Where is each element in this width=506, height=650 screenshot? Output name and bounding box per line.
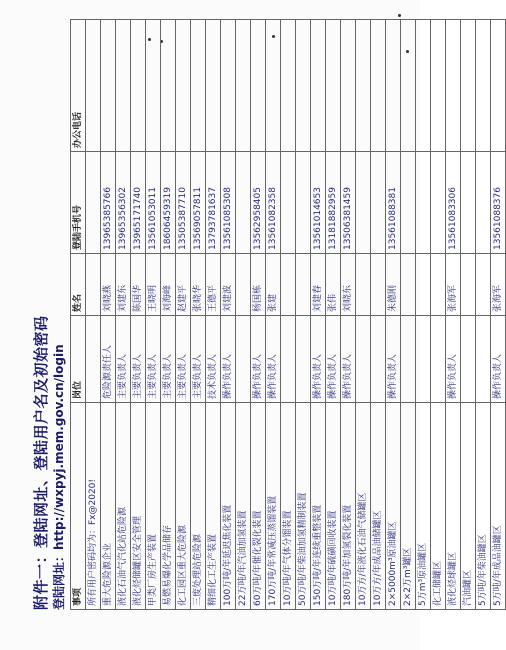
- table-cell: 13562958405: [251, 152, 266, 254]
- table-cell: 所有用户密码均为：Fx@2020!: [86, 403, 101, 610]
- table-cell: 主要负责人: [161, 316, 176, 403]
- table-cell: 三废处理站危险源: [191, 403, 206, 610]
- table-cell: 18606459319: [161, 152, 176, 254]
- table-cell: [296, 20, 311, 152]
- table-row: [476, 20, 491, 610]
- table-cell: [401, 254, 416, 316]
- table-cell: 王德平: [206, 254, 221, 316]
- table-cell: 重大危险源企业: [101, 403, 116, 610]
- table-cell: 张海军: [446, 254, 461, 316]
- table-cell: 液化石油气汽化站危险源: [116, 403, 131, 610]
- table-cell: 王晓明: [146, 254, 161, 316]
- table-cell: 2×2万m³罐区: [401, 403, 416, 610]
- table-cell: [356, 254, 371, 316]
- table-cell: 22万吨/年汽油加氢装置: [236, 403, 251, 610]
- table-cell: [476, 316, 491, 403]
- table-row: [266, 20, 281, 610]
- table-cell: 刘建东: [116, 254, 131, 316]
- header-phone: 登陆手机号: [71, 152, 86, 254]
- document-title: 附件一：登陆网址、登陆用户名及初始密码: [32, 315, 50, 610]
- table-row: [281, 20, 296, 610]
- table-cell: 液化烃储罐区安全管理: [131, 403, 146, 610]
- table-cell: [371, 254, 386, 316]
- table-cell: [416, 20, 431, 152]
- table-cell: [191, 20, 206, 152]
- table-cell: 危险源责任人: [101, 316, 116, 403]
- table-row: [371, 20, 386, 610]
- table-cell: 13561088381: [386, 152, 401, 254]
- table-cell: [86, 316, 101, 403]
- table-cell: 张建: [266, 254, 281, 316]
- table-cell: [461, 254, 476, 316]
- table-cell: 主要负责人: [116, 316, 131, 403]
- table-cell: [116, 20, 131, 152]
- rotated-document: [30, 50, 503, 610]
- table-cell: [401, 316, 416, 403]
- table-cell: [401, 20, 416, 152]
- table-row: [491, 20, 506, 610]
- table-cell: 张伟: [326, 254, 341, 316]
- table-cell: [446, 20, 461, 152]
- table-cell: [491, 20, 506, 152]
- table-row: [416, 20, 431, 610]
- table-cell: [101, 20, 116, 152]
- table-cell: [356, 152, 371, 254]
- table-cell: [461, 20, 476, 152]
- table-cell: 杨国栋: [251, 254, 266, 316]
- table-cell: [236, 316, 251, 403]
- table-cell: 5万吨/年成品油罐区: [491, 403, 506, 610]
- table-cell: 汽油罐区: [461, 403, 476, 610]
- table-row: [236, 20, 251, 610]
- table-cell: 13965171740: [131, 152, 146, 254]
- table-cell: [386, 20, 401, 152]
- table-cell: [281, 152, 296, 254]
- table-cell: 易燃易爆化学品储存: [161, 403, 176, 610]
- table-row: [311, 20, 326, 610]
- table-cell: 液化烃球罐区: [446, 403, 461, 610]
- table-cell: [416, 316, 431, 403]
- table-cell: 刘建春: [311, 254, 326, 316]
- table-cell: 2×5000m³原油罐区: [386, 403, 401, 610]
- table-cell: 13505387710: [176, 152, 191, 254]
- table-cell: [86, 152, 101, 254]
- table-cell: 化工园区重大危险源: [176, 403, 191, 610]
- table-cell: 13561085308: [221, 152, 236, 254]
- header-name: 姓名: [71, 254, 86, 316]
- table-row: [146, 20, 161, 610]
- table-body: [86, 20, 506, 610]
- table-cell: 操作负责人: [311, 316, 326, 403]
- table-cell: [431, 20, 446, 152]
- table-cell: [311, 20, 326, 152]
- table-cell: 100万吨/年延迟焦化装置: [221, 403, 236, 610]
- table-cell: [86, 254, 101, 316]
- table-row: [116, 20, 131, 610]
- table-cell: 刘晓东: [341, 254, 356, 316]
- table-cell: [371, 152, 386, 254]
- header-tel: 办公电话: [71, 20, 86, 152]
- table-cell: [356, 20, 371, 152]
- contact-table: [70, 19, 506, 610]
- table-cell: [236, 254, 251, 316]
- table-cell: [236, 152, 251, 254]
- table-cell: 13561083306: [446, 152, 461, 254]
- table-cell: 50万吨/年柴油加氢精制装置: [296, 403, 311, 610]
- table-cell: 操作负责人: [221, 316, 236, 403]
- table-cell: [236, 20, 251, 152]
- table-cell: [476, 152, 491, 254]
- table-cell: 主要负责人: [131, 316, 146, 403]
- table-cell: [296, 316, 311, 403]
- table-cell: 赵建平: [176, 254, 191, 316]
- table-cell: [266, 20, 281, 152]
- table-row: [86, 20, 101, 610]
- table-cell: [206, 20, 221, 152]
- table-cell: 13561053011: [146, 152, 161, 254]
- document-subtitle: 登陆网址：http://wxpyj.mem.gov.cn/login: [52, 344, 66, 610]
- table-row: [446, 20, 461, 610]
- table-row: [221, 20, 236, 610]
- table-cell: 5万m³原油罐区: [416, 403, 431, 610]
- table-cell: [281, 20, 296, 152]
- table-cell: 150万吨/年连续重整装置: [311, 403, 326, 610]
- table-cell: 13181882959: [326, 152, 341, 254]
- table-cell: [131, 20, 146, 152]
- table-cell: 180万吨/年加氢裂化装置: [341, 403, 356, 610]
- table-cell: 10万吨/年硫磺回收装置: [326, 403, 341, 610]
- table-cell: [86, 20, 101, 152]
- table-cell: [341, 20, 356, 152]
- table-cell: 化工储罐区: [431, 403, 446, 610]
- table-cell: [296, 152, 311, 254]
- table-row: [206, 20, 221, 610]
- table-row: [341, 20, 356, 610]
- table-cell: 13793781637: [206, 152, 221, 254]
- table-cell: [431, 316, 446, 403]
- table-row: [401, 20, 416, 610]
- table-row: [251, 20, 266, 610]
- table-row: [176, 20, 191, 610]
- table-cell: [416, 254, 431, 316]
- table-cell: 10万方/年成品油储罐区: [371, 403, 386, 610]
- table-cell: [251, 20, 266, 152]
- table-cell: 刘海峰: [161, 254, 176, 316]
- table-row: [431, 20, 446, 610]
- table-cell: 操作负责人: [446, 316, 461, 403]
- table-cell: 甲类厂房生产装置: [146, 403, 161, 610]
- table-cell: 张海军: [491, 254, 506, 316]
- table-cell: 精细化工生产装置: [206, 403, 221, 610]
- table-cell: [356, 316, 371, 403]
- table-cell: 张晓华: [191, 254, 206, 316]
- table-cell: 13965356302: [116, 152, 131, 254]
- table-cell: 刘建波: [221, 254, 236, 316]
- table-cell: 技术负责人: [206, 316, 221, 403]
- table-cell: 13561088376: [491, 152, 506, 254]
- table-cell: 13506381459: [341, 152, 356, 254]
- table-cell: [431, 254, 446, 316]
- table-cell: 操作负责人: [266, 316, 281, 403]
- table-cell: 13569057811: [191, 152, 206, 254]
- table-cell: 操作负责人: [341, 316, 356, 403]
- table-header-row: [71, 20, 86, 610]
- table-cell: [476, 254, 491, 316]
- table-row: [161, 20, 176, 610]
- table-row: [191, 20, 206, 610]
- table-cell: 10万方/年液化石油气储罐区: [356, 403, 371, 610]
- table-cell: 170万吨/年常减压蒸馏装置: [266, 403, 281, 610]
- table-cell: [221, 20, 236, 152]
- table-row: [386, 20, 401, 610]
- table-cell: [416, 152, 431, 254]
- table-cell: 陈国华: [131, 254, 146, 316]
- table-cell: [326, 20, 341, 152]
- table-row: [296, 20, 311, 610]
- table-cell: [461, 316, 476, 403]
- table-cell: 60万吨/年催化裂化装置: [251, 403, 266, 610]
- header-item: 事项: [71, 403, 86, 610]
- table-cell: [401, 152, 416, 254]
- table-cell: 刘晓燕: [101, 254, 116, 316]
- table-row: [356, 20, 371, 610]
- table-cell: 操作负责人: [251, 316, 266, 403]
- table-row: [461, 20, 476, 610]
- table-cell: 13561082358: [266, 152, 281, 254]
- table-cell: [296, 254, 311, 316]
- table-row: [326, 20, 341, 610]
- table-cell: 操作负责人: [326, 316, 341, 403]
- table-cell: 操作负责人: [386, 316, 401, 403]
- table-row: [101, 20, 116, 610]
- table-cell: [146, 20, 161, 152]
- table-cell: 13561014653: [311, 152, 326, 254]
- table-cell: 朱德刚: [386, 254, 401, 316]
- table-cell: [431, 152, 446, 254]
- table-cell: 主要负责人: [176, 316, 191, 403]
- table-cell: [461, 152, 476, 254]
- table-cell: [281, 254, 296, 316]
- table-cell: [281, 316, 296, 403]
- table-cell: 5万吨/年柴油罐区: [476, 403, 491, 610]
- table-row: [131, 20, 146, 610]
- table-cell: 13965385766: [101, 152, 116, 254]
- header-post: 岗位: [71, 316, 86, 403]
- table-cell: [476, 20, 491, 152]
- table-cell: 主要负责人: [191, 316, 206, 403]
- table-cell: [371, 20, 386, 152]
- table-cell: 10万吨/年气体分馏装置: [281, 403, 296, 610]
- table-cell: [161, 20, 176, 152]
- table-cell: [371, 316, 386, 403]
- table-cell: 主要负责人: [146, 316, 161, 403]
- table-cell: 操作负责人: [491, 316, 506, 403]
- scan-speck: [398, 14, 401, 17]
- table-cell: [176, 20, 191, 152]
